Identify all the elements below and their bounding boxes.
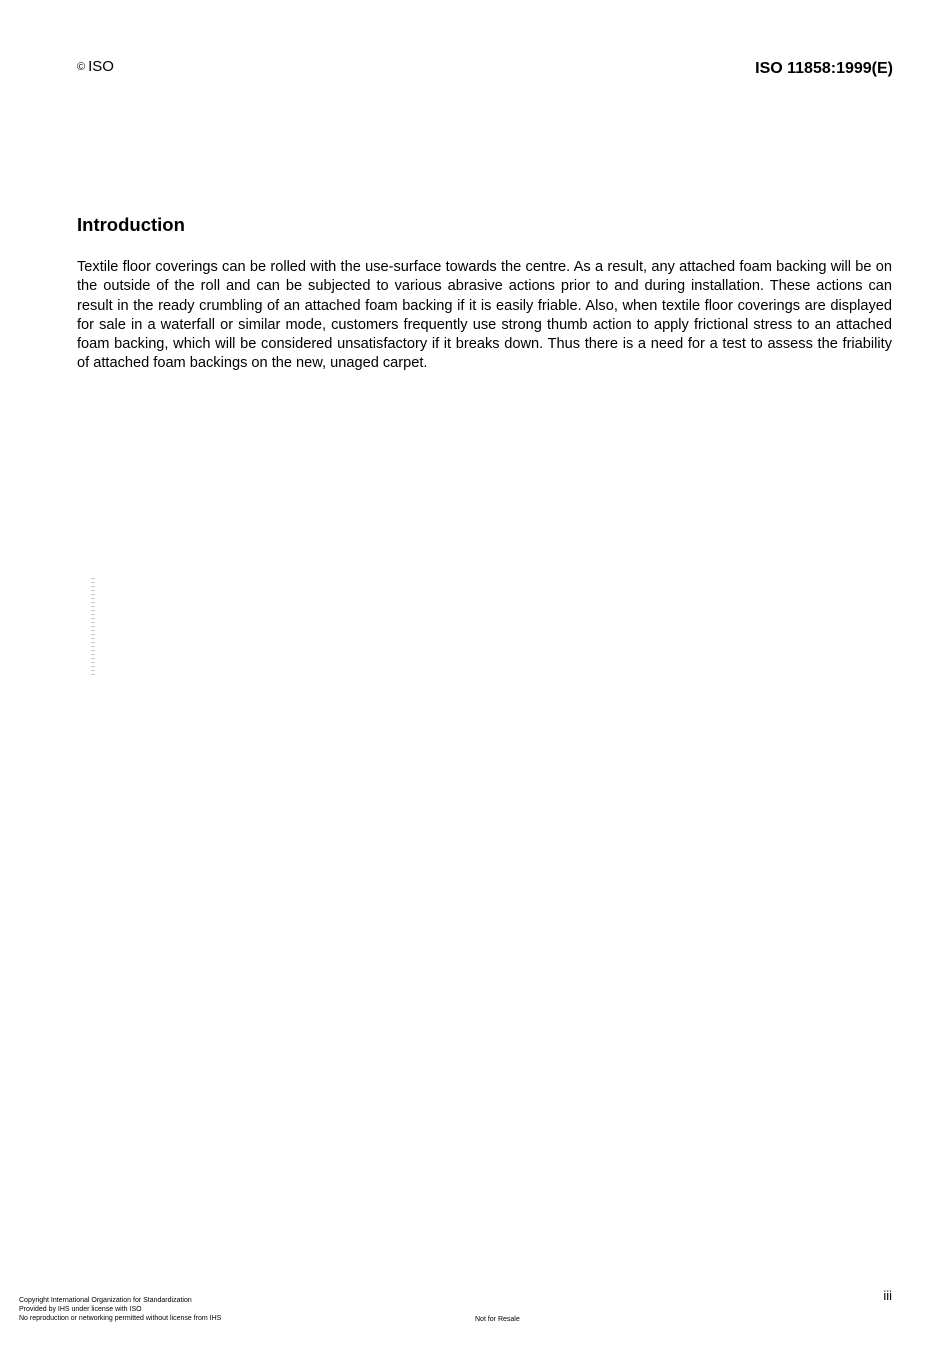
section-title: Introduction [77, 214, 185, 235]
page-number: iii [883, 1288, 892, 1303]
footer-line: No reproduction or networking permitted without license from IHS [19, 1315, 222, 1323]
footer-line: Copyright International Organization for Standardization [19, 1297, 192, 1304]
footer-resale-notice: Not for Resale [475, 1316, 520, 1323]
header-copyright [77, 58, 114, 76]
copyright-symbol: © [77, 61, 86, 73]
standard-identifier: ISO 11858:1999(E) [755, 60, 893, 77]
footer-license-notice [19, 1296, 221, 1324]
footer-line: Provided by IHS under license with ISO [19, 1306, 142, 1314]
introduction-paragraph: Textile floor coverings can be rolled with the use-surface towards the centre. As a result, any attached foam backing will be on the outside of the roll and can be subjected to various abrasive actions prior to and during installation. These actions can result in the ready crumbling of an attached foam backing if it is easily friable. Also, when textile floor coverings are displayed for sale in a waterfall or similar mode, customers frequently use strong thumb action to apply frictional stress to an attached foam backing, which will be considered unsatisfactory if it breaks down. Thus there is a need for a test to assess the friability of attached foam backings on the new, unaged carpet. [77, 259, 892, 372]
margin-mark [91, 578, 95, 676]
header-organization: ISO [88, 58, 114, 75]
